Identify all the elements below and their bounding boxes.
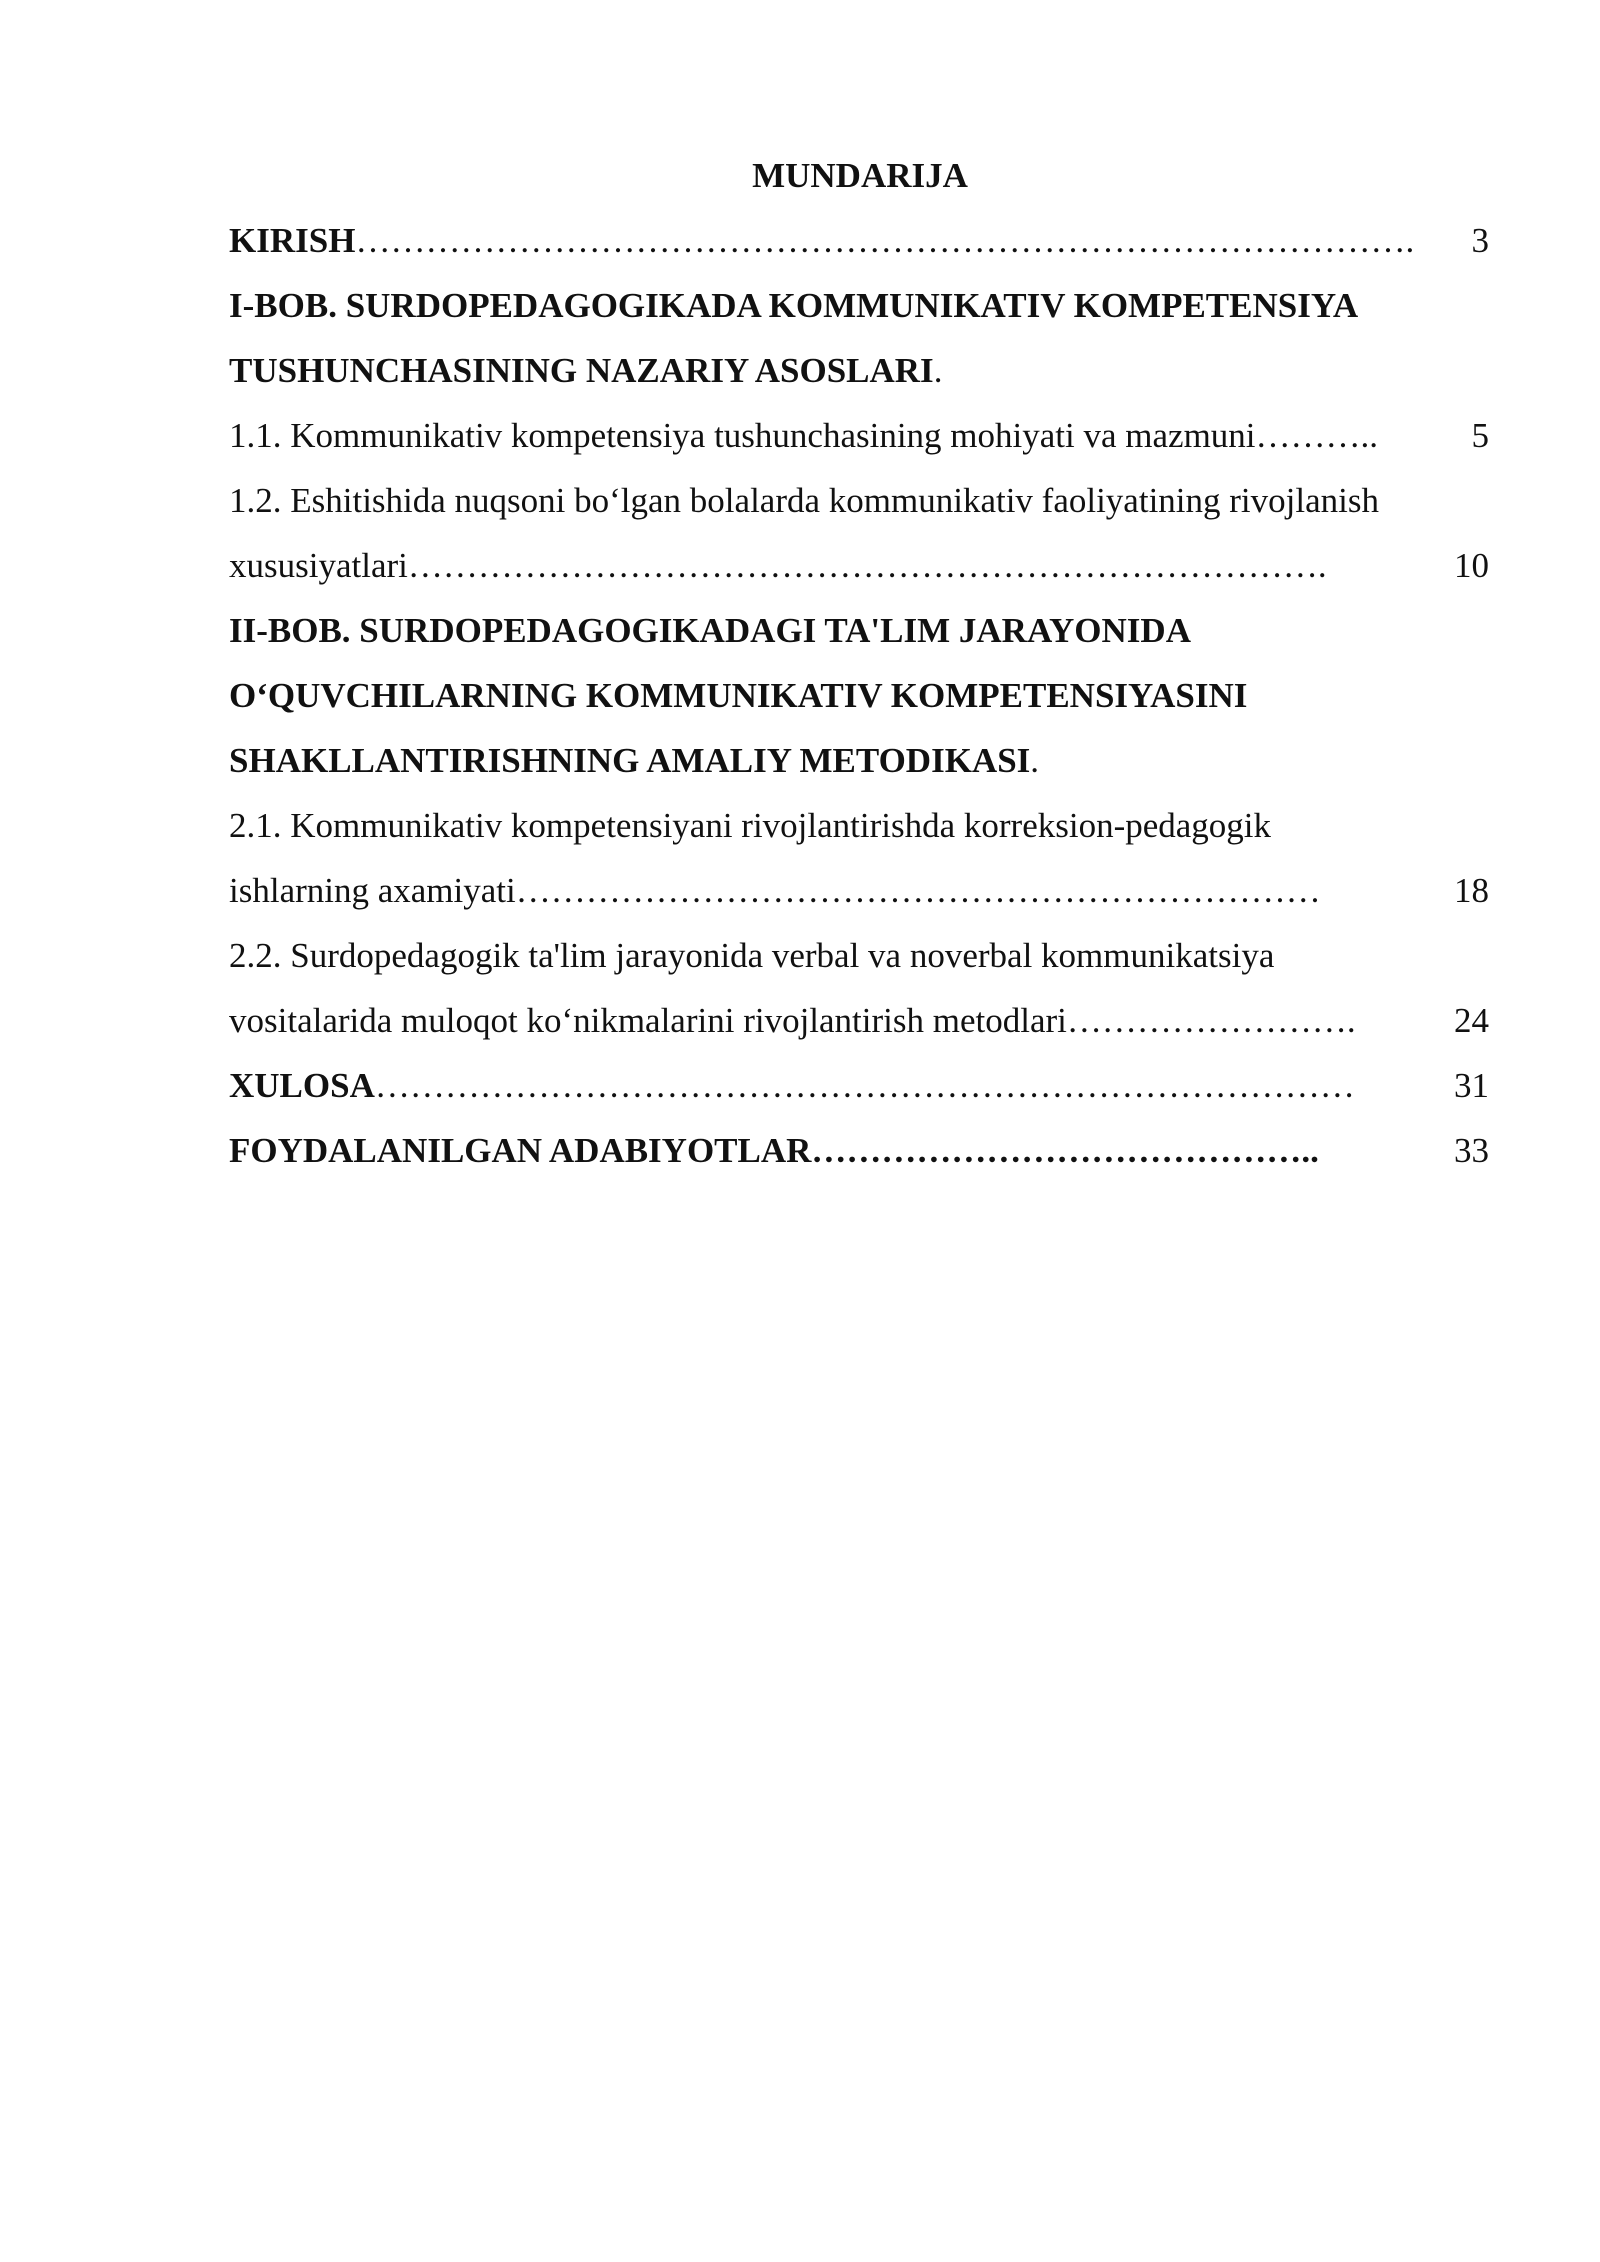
toc-chapter-heading: TUSHUNCHASINING NAZARIY ASOSLARI	[229, 351, 934, 390]
toc-title: MUNDARIJA	[752, 156, 968, 195]
toc-leader-dots: …………………….	[1066, 1001, 1356, 1040]
toc-page-number: 33	[1454, 1131, 1489, 1170]
toc-heading-period: .	[933, 351, 943, 390]
toc-heading-period: .	[1030, 741, 1040, 780]
toc-page-number: 24	[1454, 1001, 1489, 1040]
toc-chapter-heading: SHAKLLANTIRISHNING AMALIY METODIKASI	[229, 741, 1031, 780]
toc-entry-label: 1.2. Eshitishida nuqsoni bo‘lgan bolalarda kommunikativ faoliyatining rivojlanish	[229, 481, 1379, 520]
toc-chapter-heading: O‘QUVCHILARNING KOMMUNIKATIV KOMPETENSIYASINI	[229, 676, 1248, 715]
toc-page-number: 18	[1454, 871, 1489, 910]
toc-entry-adabiyotlar	[229, 1118, 1489, 1183]
toc-page-number: 10	[1454, 546, 1489, 585]
toc-chapter-2-line-2	[229, 663, 1489, 728]
toc-entry-2-2-line-2	[229, 988, 1489, 1053]
toc-leader-dots: …………………………………………………………………………	[374, 1066, 1355, 1105]
toc-entry-label: XULOSA	[229, 1066, 375, 1105]
toc-entry-label: 2.2. Surdopedagogik ta'lim jarayonida verbal va noverbal kommunikatsiya	[229, 936, 1275, 975]
toc-chapter-1-line-1	[229, 273, 1489, 338]
toc-leader-dots: ……………………………………………………………	[515, 871, 1321, 910]
toc-leader-dots: ………..	[1255, 416, 1379, 455]
toc-chapter-2-line-1	[229, 598, 1489, 663]
toc-entry-label: 2.1. Kommunikativ kompetensiyani rivojlantirishda korreksion-pedagogik	[229, 806, 1272, 845]
toc-entry-label: 1.1. Kommunikativ kompetensiya tushunchasining mohiyati va mazmuni	[229, 416, 1256, 455]
toc-entry-label: KIRISH	[229, 221, 356, 260]
toc-entry-2-1-line-1	[229, 793, 1489, 858]
toc-chapter-heading: II-BOB. SURDOPEDAGOGIKADAGI TA'LIM JARAYONIDA	[229, 611, 1191, 650]
toc-page-number: 3	[1471, 221, 1489, 260]
toc-entry-label: FOYDALANILGAN ADABIYOTLAR	[229, 1131, 812, 1170]
toc-entry-xulosa	[229, 1053, 1489, 1118]
toc-chapter-heading: I-BOB. SURDOPEDAGOGIKADA KOMMUNIKATIV KOMPETENSIYA	[229, 286, 1359, 325]
toc-chapter-1-line-2	[229, 338, 1489, 403]
toc-entry-1-1	[229, 403, 1489, 468]
toc-entry-1-2-line-1	[229, 468, 1489, 533]
toc-leader-dots: …………………………………………………………………….	[407, 546, 1327, 585]
toc-entry-2-2-line-1	[229, 923, 1489, 988]
toc-leader-dots: ……………………………………………………………………………….	[355, 221, 1415, 260]
toc-entry-kirish	[229, 208, 1489, 273]
toc-entry-label: vositalarida muloqot ko‘nikmalarini rivojlantirish metodlari	[229, 1001, 1067, 1040]
toc-page-number: 31	[1454, 1066, 1489, 1105]
toc-entry-label: ishlarning axamiyati	[229, 871, 516, 910]
toc-entry-1-2-line-2	[229, 533, 1489, 598]
table-of-contents	[229, 208, 1489, 1183]
toc-chapter-2-line-3	[229, 728, 1489, 793]
toc-leader-dots: ……………………………………..	[811, 1131, 1319, 1170]
toc-entry-2-1-line-2	[229, 858, 1489, 923]
toc-page-number: 5	[1471, 416, 1489, 455]
toc-entry-label: xususiyatlari	[229, 546, 408, 585]
